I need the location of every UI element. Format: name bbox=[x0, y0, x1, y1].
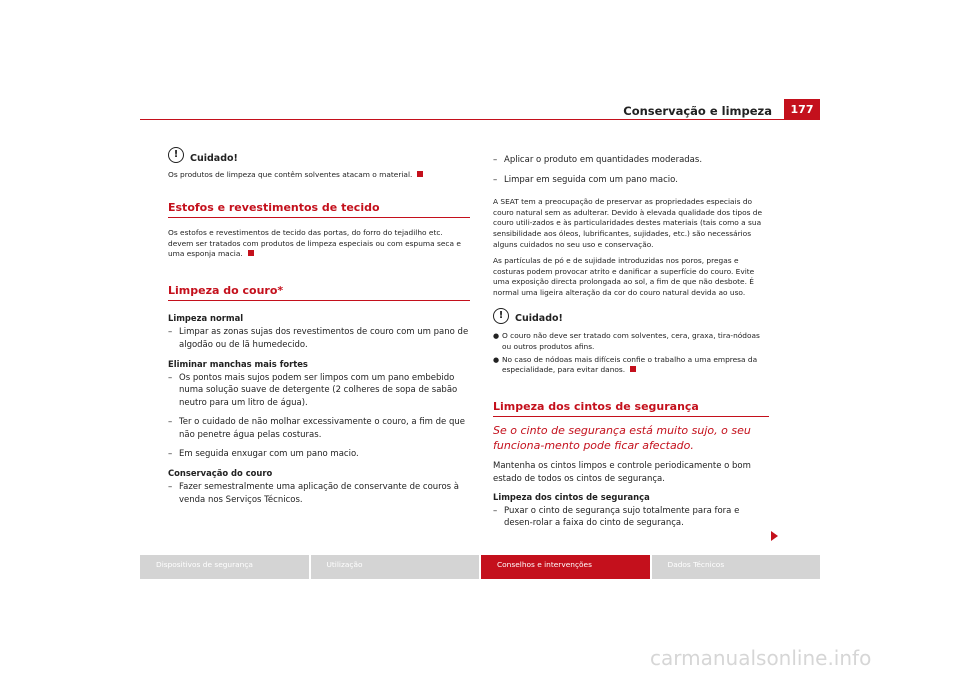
sub-heading-care: Conservação do couro bbox=[168, 468, 273, 479]
footer-nav bbox=[140, 555, 820, 579]
bullet-dot: ● bbox=[493, 331, 500, 340]
list-item-text: Os pontos mais sujos podem ser limpos com um pano embebido numa solução suave de detergente (2 colheres de sopa de sabão neutro para um litro de água). bbox=[179, 373, 458, 408]
list-item bbox=[493, 505, 769, 530]
section-title-fabric: Estofos e revestimentos de tecido bbox=[168, 201, 470, 218]
dash-marker: – bbox=[168, 327, 173, 338]
dash-marker: – bbox=[493, 505, 498, 516]
dash-marker: – bbox=[493, 155, 498, 165]
end-marker bbox=[630, 366, 636, 372]
header-divider bbox=[140, 119, 820, 120]
sub-heading-normal: Limpeza normal bbox=[168, 313, 244, 324]
caution-heading bbox=[168, 150, 470, 166]
caution-bullet bbox=[493, 355, 769, 377]
list-item bbox=[168, 326, 470, 351]
list-item-text: Aplicar o produto em quantidades moderadas. bbox=[504, 155, 703, 165]
dash-marker: – bbox=[168, 482, 173, 493]
list-item bbox=[168, 448, 470, 460]
caution-text-content: Os produtos de limpeza que contêm solventes atacam o material. bbox=[168, 170, 413, 179]
caution-bullet-text: O couro não deve ser tratado com solventes, cera, graxa, tira-nódoas ou outros produtos afins. bbox=[502, 330, 760, 351]
caution-bullet-text-content: No caso de nódoas mais difíceis confie o trabalho a uma empresa da especialidade, para evitar danos. bbox=[502, 354, 758, 375]
list-item-text: Fazer semestralmente uma aplicação de conservante de couros à venda nos Serviços Técnicos. bbox=[179, 482, 459, 505]
list-item bbox=[168, 372, 470, 409]
list-item bbox=[168, 416, 470, 441]
dash-marker: – bbox=[168, 373, 173, 383]
footer-tab-technical-data[interactable]: Dados Técnicos bbox=[652, 555, 821, 579]
sub-heading-stains: Eliminar manchas mais fortes bbox=[168, 359, 308, 369]
bullet-dot: ● bbox=[493, 355, 500, 364]
section-title-leather: Limpeza do couro* bbox=[168, 284, 470, 301]
footer-tab-safety[interactable]: Dispositivos de segurança bbox=[140, 555, 309, 579]
page-header-title: Conservação e limpeza bbox=[623, 104, 772, 118]
list-item-text: Em seguida enxugar com um pano macio. bbox=[179, 449, 359, 460]
exclamation-circle-icon: ! bbox=[493, 308, 509, 324]
list-item-text: Puxar o cinto de segurança sujo totalmente para fora e desen-rolar a faixa do cinto de segurança. bbox=[504, 505, 740, 529]
list-item-text: Ter o cuidado de não molhar excessivamente o couro, a fim de que não penetre água pelas costuras. bbox=[179, 417, 466, 440]
list-item bbox=[493, 174, 769, 186]
section-title-belts: Limpeza dos cintos de segurança bbox=[493, 400, 769, 417]
end-marker bbox=[248, 250, 254, 256]
list-item-text: Limpar as zonas sujas dos revestimentos de couro com um pano de algodão ou de lã humedecido. bbox=[179, 327, 469, 350]
left-column bbox=[168, 150, 470, 506]
triangle-right-icon[interactable] bbox=[771, 531, 778, 541]
fabric-text-content: Os estofos e revestimentos de tecido das portas, do forro do tejadilho etc. devem ser tratados com produtos de limpeza especiais ou com espuma seca e uma esponja macia. bbox=[168, 227, 461, 259]
caution-text bbox=[168, 170, 470, 181]
leather-paragraph-1: A SEAT tem a preocupação de preservar as propriedades especiais do couro natural sem as adulterar. Devido à elevada qualidade dos tipos de couro utili-zados e às particularidades destes materiais (tais como a sua sensibilidade aos óleos, lubrificantes, sujidades, etc.) são necessários alguns cuidados no seu uso e conservação. bbox=[493, 196, 763, 249]
belts-intro: Mantenha os cintos limpos e controle periodicamente o bom estado de todos os cintos de segurança. bbox=[493, 461, 751, 484]
caution-heading bbox=[493, 311, 769, 327]
caution-bullet bbox=[493, 331, 769, 353]
caution-bullet-text bbox=[502, 355, 769, 377]
sub-heading-belts: Limpeza dos cintos de segurança bbox=[493, 491, 650, 502]
page-number: 177 bbox=[784, 99, 820, 120]
caution-title: Cuidado! bbox=[190, 152, 238, 164]
exclamation-circle-icon: ! bbox=[168, 147, 184, 163]
footer-tab-usage[interactable]: Utilização bbox=[311, 555, 480, 579]
fabric-text bbox=[168, 228, 470, 260]
list-item-text: Limpar em seguida com um pano macio. bbox=[504, 175, 678, 186]
dash-marker: – bbox=[168, 449, 173, 460]
leather-paragraph-2: As partículas de pó e de sujidade introduzidas nos poros, pregas e costuras podem provocar atrito e danificar a superfície do couro. Evite uma exposição directa prolongada ao sol, a fim de que não desbote. É normal uma ligeira alteração da cor do couro natural devida ao uso. bbox=[493, 255, 755, 298]
watermark: carmanualsonline.info bbox=[650, 646, 872, 670]
end-marker bbox=[417, 171, 423, 177]
caution-title: Cuidado! bbox=[515, 313, 563, 325]
right-column bbox=[493, 150, 769, 530]
footer-tab-advice[interactable]: Conselhos e intervenções bbox=[481, 555, 650, 579]
dash-marker: – bbox=[168, 417, 173, 428]
belts-subtitle: Se o cinto de segurança está muito sujo, o seu funciona-mento pode ficar afectado. bbox=[493, 424, 751, 453]
list-item bbox=[168, 481, 470, 506]
list-item bbox=[493, 154, 769, 166]
dash-marker: – bbox=[493, 175, 498, 186]
